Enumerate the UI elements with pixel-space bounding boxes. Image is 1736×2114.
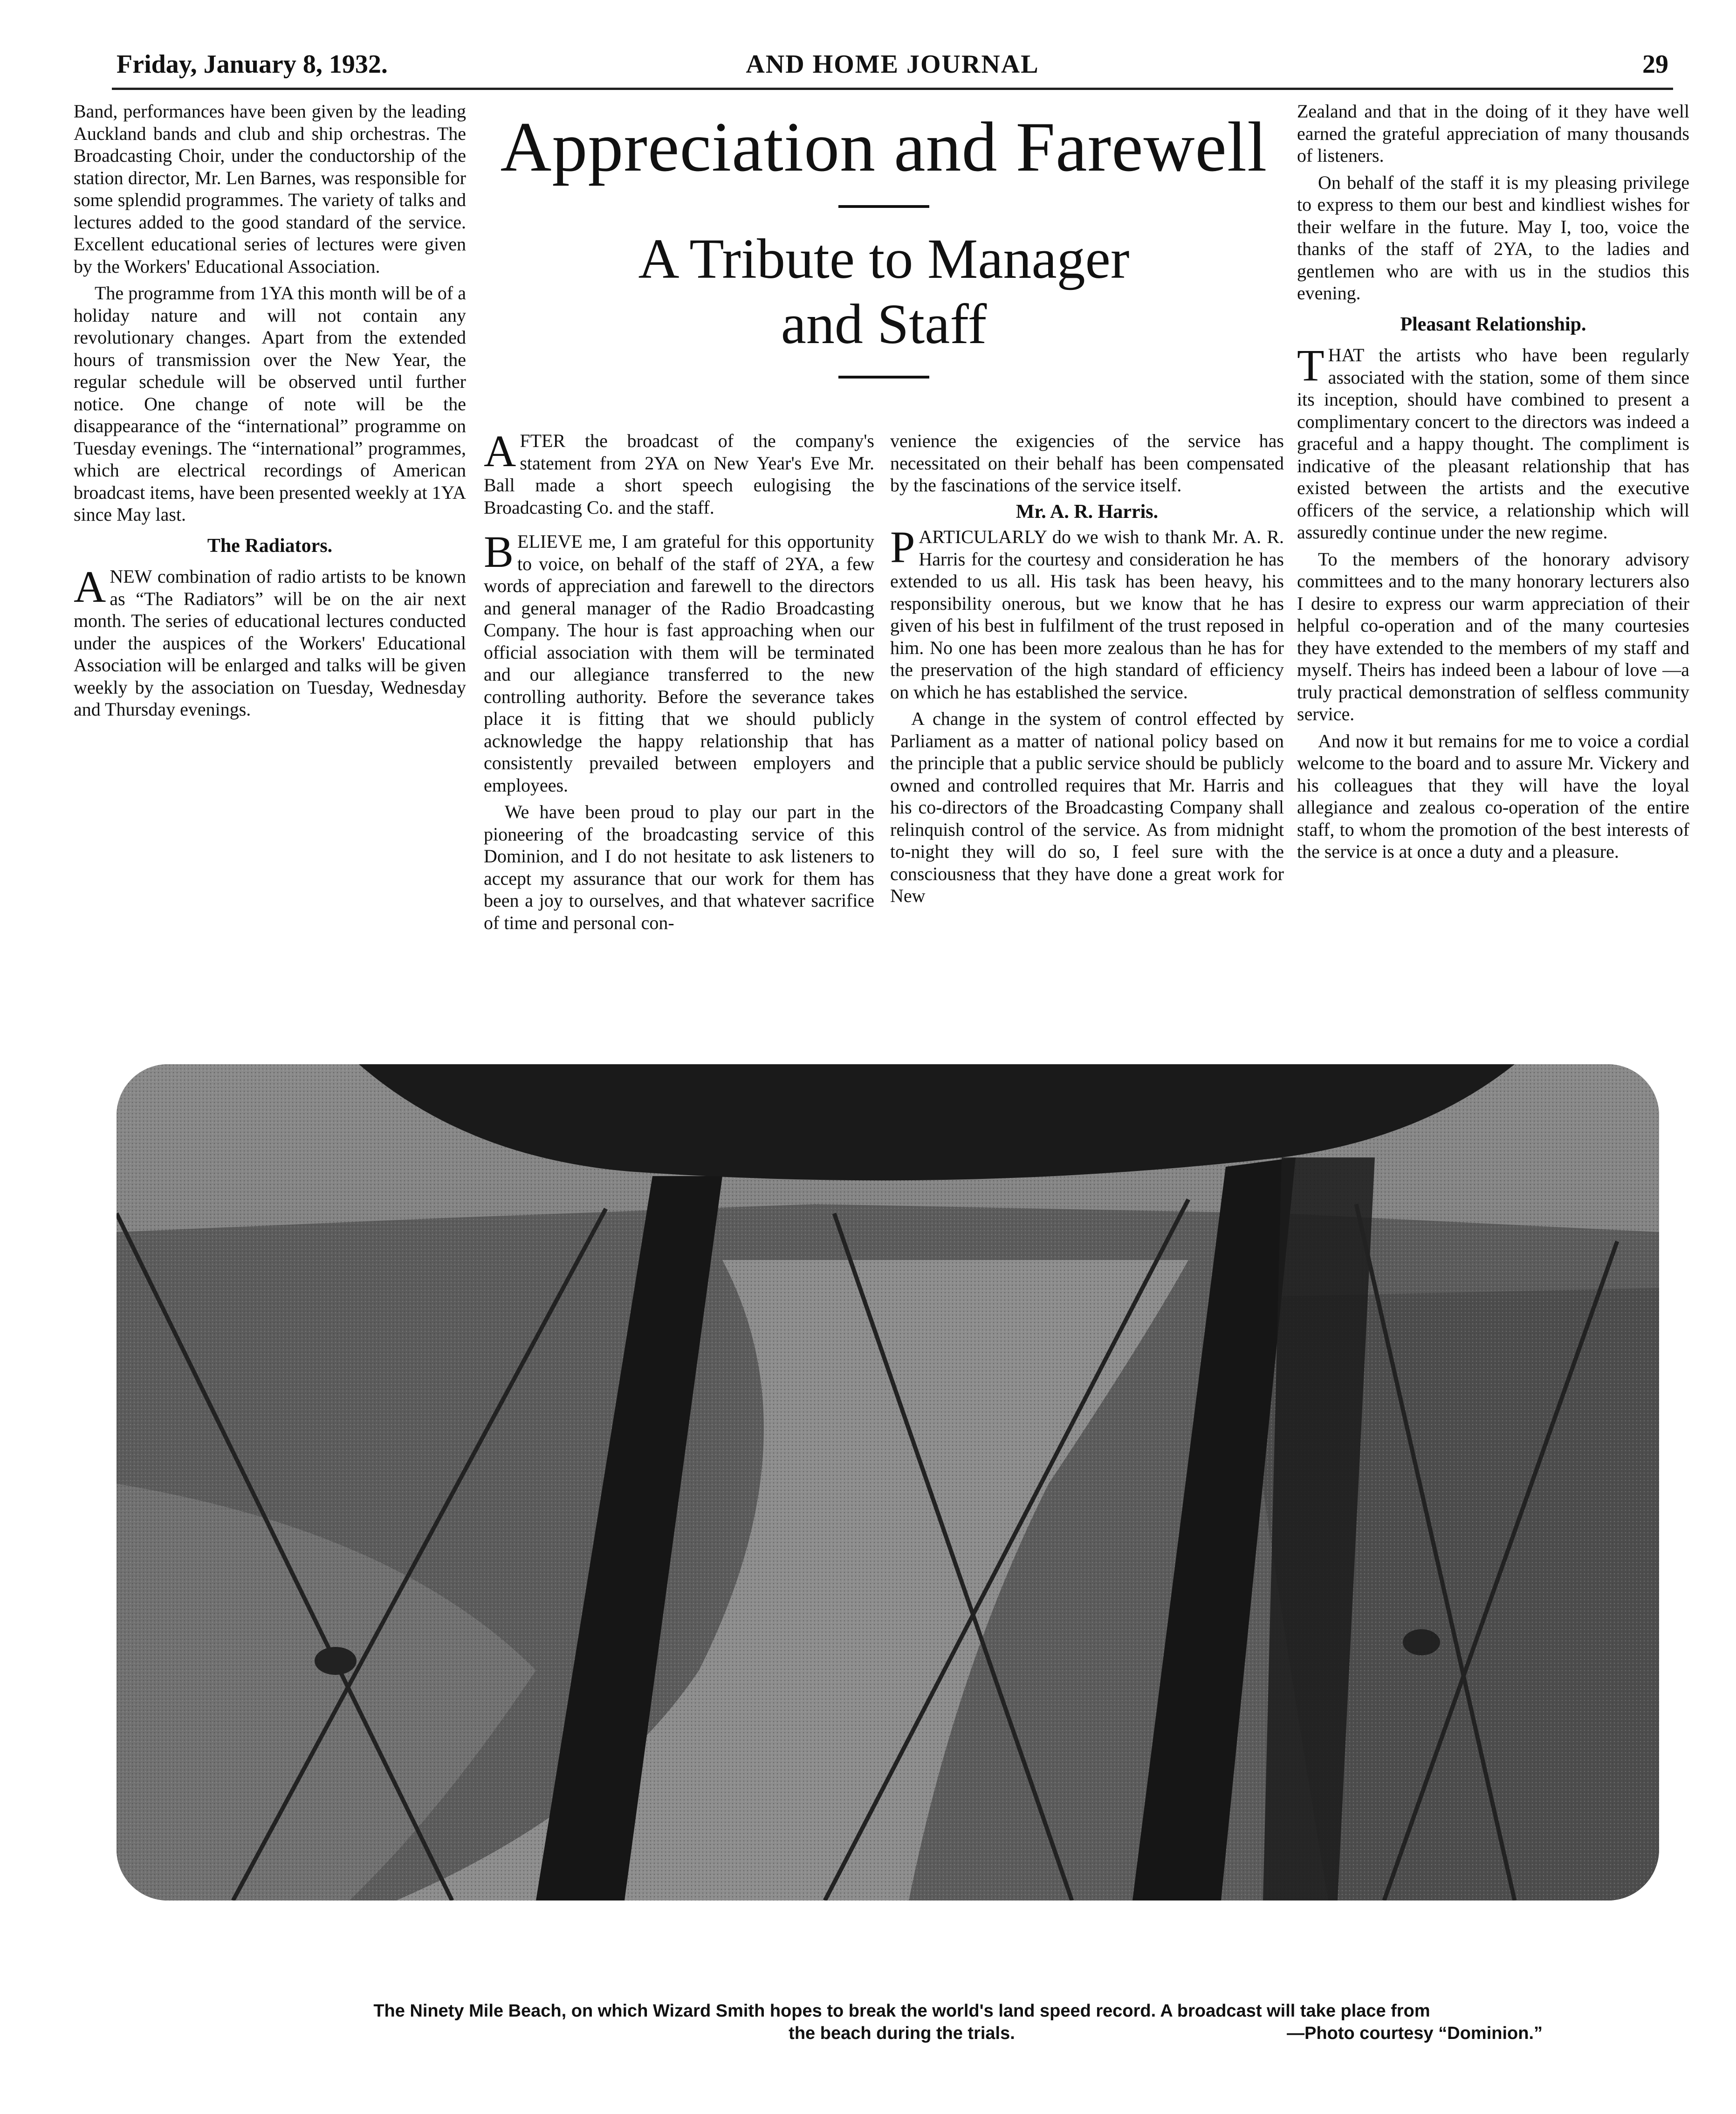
paragraph: And now it but remains for me to voice a cordial welcome to the board and to assure Mr. Vickery and his colleagues that they will have the loyal allegiance and zealous co-operation of the entire staff, to whom the promotion of the best interests of the service is at once a duty and a pleasure. [1297, 730, 1689, 862]
page-header [112, 46, 1673, 90]
aerial-beach-photo [117, 1064, 1659, 1901]
paragraph [484, 426, 874, 518]
paragraph: A change in the system of control effected by Parliament as a matter of national policy based on the principle that a public service should be publicly owned and controlled requires that Mr. Harris and his co-directors of the Broadcasting Company shall relinquish control of the service. As from midnight to-night they will do so, I feel sure with the consciousness that they have done a great work for New [890, 708, 1284, 906]
paragraph: To the members of the honorary advisory committees and to the many honorary lecturers also I desire to express our warm appreciation of their helpful co-operation and of the many courtesies they have extended to the members of my staff and myself. Theirs has indeed been a labour of love —a truly practical demonstration of selfless community service. [1297, 548, 1689, 724]
drop-cap: P [890, 522, 915, 572]
paragraph: Zealand and that in the doing of it they have well earned the grateful appreciation of many thousands of listeners. [1297, 101, 1689, 166]
issue-date: Friday, January 8, 1932. [117, 50, 388, 79]
caption-line-1: The Ninety Mile Beach, on which Wizard Smith hopes to break the world's land speed record. A broadcast will take place from [373, 2001, 1430, 2021]
journal-title: AND HOME JOURNAL [746, 50, 1039, 79]
drop-cap: A [484, 426, 516, 476]
paragraph: The programme from 1YA this month will be of a holiday nature and will not contain any revolutionary changes. Apart from the extended hours of transmission over the New Year, the regular schedule will be observed until further notice. One change of note will be the disappearance of the “international” programme on Tuesday evenings. The “international” programmes, which are electrical recordings of American broadcast items, have been presented weekly at 1YA since May last. [74, 282, 466, 525]
column-3 [890, 430, 1284, 912]
photo-illustration [117, 1064, 1659, 1901]
drop-cap: T [1297, 340, 1324, 390]
section-heading: Mr. A. R. Harris. [1016, 501, 1159, 523]
photo-credit: —Photo courtesy “Dominion.” [1287, 2024, 1543, 2043]
paragraph [1297, 340, 1689, 544]
wire-clamp [1403, 1629, 1440, 1655]
paragraph [484, 527, 874, 796]
drop-cap: A [74, 562, 106, 612]
column-1 [74, 100, 466, 725]
paragraph: On behalf of the staff it is my pleasing privilege to express to them our best and kindliest wishes for their welfare in the future. May I, too, voice the thanks of the staff of 2YA, to the ladies and gentlemen who are with us in the studios this evening. [1297, 172, 1689, 303]
paragraph-text: HAT the artists who have been regularly associated with the station, some of them since its inception, should have combined to present a complimentary concert to the directors was indeed a graceful and a happy thought. The compliment is indicative of the pleasant relationship that has existed between the artists and the executive officers of the service, a relationship which will assuredly continue under the new regime. [1297, 344, 1689, 543]
headline-subtitle-line2: and Staff [781, 293, 987, 356]
paragraph: venience the exigencies of the service has necessitated on their behalf has been compensated by the fascinations of the service itself. [890, 430, 1284, 496]
headline-subtitle-line1: A Tribute to Manager [638, 227, 1130, 290]
page-number: 29 [1642, 50, 1668, 79]
article-headline [484, 107, 1284, 397]
divider [838, 376, 929, 379]
divider [838, 205, 929, 208]
wire-clamp [315, 1647, 357, 1675]
paragraph: We have been proud to play our part in the pioneering of the broadcasting service of this Dominion, and I do not hesitate to ask listeners to accept my assurance that our work for them has been a joy to ourselves, and that whatever sacrifice of time and personal con- [484, 801, 874, 933]
caption-line-2: the beach during the trials. [789, 2024, 1015, 2043]
paragraph [74, 562, 466, 721]
drop-cap: B [484, 527, 514, 577]
headline-title: Appreciation and Farewell [500, 108, 1268, 186]
paragraph-text: ELIEVE me, I am grateful for this opportunity to voice, on behalf of the staff of 2YA, a few words of appreciation and farewell to the directors and general manager of the Radio Broadcasting Company. The hour is fast approaching when our official association with them will be terminated and our allegiance transferred to the new controlling authority. Before the severance takes place it is fitting that we should publicly acknowledge the happy relationship that has consistently prevailed between employers and employees. [484, 531, 874, 796]
paragraph-text: FTER the broadcast of the company's statement from 2YA on New Year's Eve Mr. Ball made a short speech eulogising the Broadcasting Co. and the staff. [484, 430, 874, 518]
section-heading: The Radiators. [207, 535, 333, 557]
column-2 [484, 426, 874, 938]
column-4 [1297, 100, 1689, 868]
paragraph-text: ARTICULARLY do we wish to thank Mr. A. R. Harris for the courtesy and consideration he has extended to us all. His task has been heavy, his responsibility onerous, but we know that he has given of his best in fulfilment of the trust reposed in him. No one has been more zealous than he has for the preservation of the high standard of efficiency on which he has established the service. [890, 526, 1284, 702]
photo-caption [261, 2000, 1543, 2045]
paragraph-text: NEW combination of radio artists to be known as “The Radiators” will be on the air next month. The series of educational lectures conducted under the auspices of the Workers' Educational Association will be enlarged and talks will be given weekly by the association on Tuesday, Wednesday and Thursday evenings. [74, 566, 466, 720]
section-heading: Pleasant Relationship. [1400, 313, 1586, 335]
paragraph [890, 522, 1284, 703]
paragraph: Band, performances have been given by the leading Auckland bands and club and ship orchestras. The Broadcasting Choir, under the conductorship of the station director, Mr. Len Barnes, was responsible for some splendid programmes. The variety of talks and lectures added to the good standard of the service. Excellent educational series of lectures were given by the Workers' Educational Association. [74, 101, 466, 277]
